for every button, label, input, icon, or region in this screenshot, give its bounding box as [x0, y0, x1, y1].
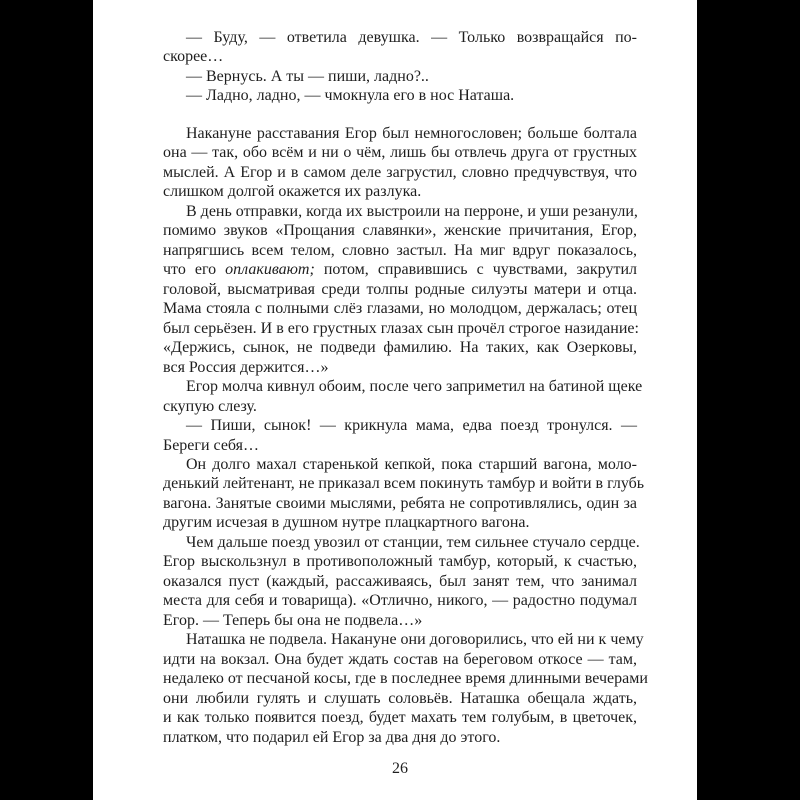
text-line: Егор молча кивнул обоим, после чего заприметил на батиной щеке	[186, 378, 643, 396]
text-line: Мама стояла с полными слёз глазами, но молодцом, держалась; отец	[163, 300, 637, 318]
text-line: головой, высматривая среди толпы родные силуэты матери и отца.	[163, 280, 637, 298]
text-line: вся Россия держится…»	[163, 358, 329, 376]
text-line: Он долго махал старенькой кепкой, пока старший вагона, моло-	[186, 455, 637, 473]
text-line: — Ладно, ладно, — чмокнула его в нос Наташа.	[186, 87, 515, 105]
text-line: Егор выскользнул в противоположный тамбур, который, к счастью,	[163, 553, 637, 571]
text-line: помимо звуков «Прощания славянки», женские причитания, Егор,	[163, 222, 637, 240]
italic-text: оплакивают;	[225, 261, 315, 279]
text-line: оказался пуст (каждый, рассаживаясь, был занят тем, что занимал	[163, 572, 637, 590]
text-segment: что его	[163, 261, 226, 279]
text-line: — Вернусь. А ты — пиши, ладно?..	[186, 67, 429, 85]
text-line: вагона. Занятые своими мыслями, ребята не сопротивлялись, один за	[163, 494, 637, 512]
text-line: они любили гулять и слушать соловьёв. Наташка обещала ждать,	[163, 689, 637, 707]
text-line: места для себя и товарища). «Отлично, никого, — радостно подумал	[163, 592, 637, 610]
text-line: скупую слезу.	[163, 397, 257, 415]
text-segment: потом, справившись с чувствами, закрутил	[314, 261, 637, 279]
text-line: — Буду, — ответила девушка. — Только возвращайся по-	[186, 29, 637, 46]
text-line: идти на вокзал. Она будет ждать состав на береговом откосе — там,	[163, 650, 637, 668]
text-line: Наташка не подвела. Накануне они договорились, что ей ни к чему	[186, 631, 644, 649]
text-line: Чем дальше поезд увозил от станции, тем сильнее стучало сердце.	[186, 533, 640, 551]
text-line: денький лейтенант, не приказал всем покинуть тамбур и войти в глубь	[163, 475, 645, 493]
text-line: другим исчезая в душном нутре плацкартного вагона.	[163, 514, 530, 532]
text-line: Егор. — Теперь бы она не подвела…»	[163, 611, 423, 629]
text-line: платком, что подарил ей Егор за два дня до этого.	[163, 728, 501, 746]
text-line: она — так, обо всём и ни о чём, лишь бы отвлечь друга от грустных	[163, 144, 637, 162]
text-line: В день отправки, когда их выстроили на перроне, и уши резанули,	[186, 202, 638, 220]
text-line: — Пиши, сынок! — крикнула мама, едва поезд тронулся. —	[186, 417, 637, 435]
text-line: напрягшись всем телом, словно застыл. На миг вдруг показалось,	[163, 241, 637, 259]
text-line: скорее…	[163, 48, 224, 66]
text-line: слишком долгой окажется их разлука.	[163, 183, 422, 201]
text-line: и как только появится поезд, будет махать тем голубым, в цветочек,	[163, 709, 637, 727]
text-line: мыслей. А Егор и в самом деле загрустил, словно предчувствуя, что	[163, 163, 637, 181]
text-line: был серьёзен. И в его грустных глазах сын прочёл строгое назидание:	[163, 319, 639, 337]
text-line: «Держись, сынок, не подведи фамилию. На таких, как Озерковы,	[163, 339, 637, 357]
text-line: Береги себя…	[163, 436, 260, 454]
text-line: недалеко от песчаной косы, где в последнее время длинными вечерами	[163, 670, 648, 688]
text-line	[163, 260, 637, 280]
text-line: Накануне расставания Егор был немногословен; больше болтала	[186, 125, 637, 142]
page-number: 26	[392, 760, 408, 777]
